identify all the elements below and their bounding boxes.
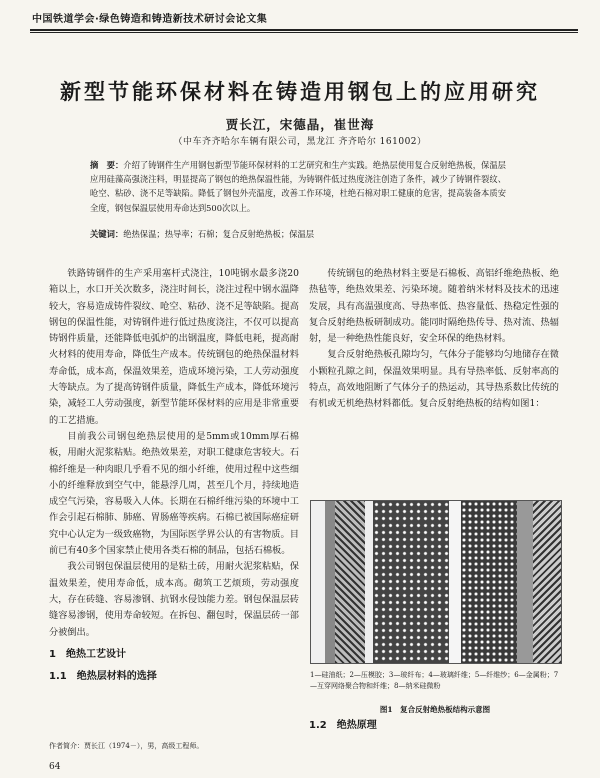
figure-layer-band [373,501,449,663]
figure-layer-band [517,501,533,663]
figure-layer-band [449,501,461,663]
header-rule [30,29,578,31]
figure-1-title: 图1 复合反射绝热板结构示意图 [379,705,491,714]
figure-layer-band [533,501,561,663]
keywords [90,228,506,241]
left-paragraph-3: 我公司钢包保温层使用的是粘土砖，用耐火泥浆粘贴，保温效果差，使用寿命低，成本高。砌筑工艺烦琐，劳动强度大，存在砖缝、容易渗钢、抗钢水侵蚀能力差。钢包保温层砖缝容易渗钢，使用寿命较短。在拆包、翻包时，保温层砖一部分被倒出。 [49,561,299,638]
section-1-1-heading: 1.1 绝热层材料的选择 [49,671,157,683]
page-number: 64 [49,762,61,772]
left-column [49,266,299,685]
figure-1-structure-image [310,500,562,664]
right-paragraph-2: 复合反射绝热板孔隙均匀，气体分子能够均匀地储存在微小颗粒孔隙之间，保温效果明显。具有导热率低、反射率高的特点，高效地阻断了气体分子的热运动，其导热系数比传统的有机或无机绝热材料都低。复合反射绝热板的结构如图1： [309,349,559,410]
paper-affiliation: （中车齐齐哈尔车辆有限公司，黑龙江 齐齐哈尔 161002） [173,137,427,147]
footnote: 作者简介：贾长江（1974－），男，高级工程师。 [49,742,204,750]
keywords-label: 关键词： [90,229,124,239]
figure-layer-band [365,501,373,663]
left-paragraph-1: 铁路铸钢件的生产采用塞杆式浇注，10吨钢水最多浇20箱以上，水口开关次数多，浇注时间长，浇注过程中钢水温降较大，容易造成铸件裂纹、呛空、粘砂、浇不足等缺陷。提高钢包的保温性能，对铸钢件进行低过热度浇注，不仅可以提高铸钢件质量，还能降低电弧炉的出钢温度，降低电耗，提高耐火材料的使用寿命，降低生产成本。传统钢包的绝热保温材料寿命低，成本高，保温效果差，造成环境污染，工人劳动强度大等缺点。为了提高铸钢件质量，降低生产成本，降低环境污染，减轻工人劳动强度，新型节能环保材料的应用是非常重要的工艺措施。 [49,268,299,426]
figure-layer-band [461,501,517,663]
right-column [309,266,559,413]
figure-layer-band [311,501,325,663]
left-paragraph-2: 目前我公司钢包绝热层使用的是5mm或10mm厚石棉板，用耐火泥浆粘贴。绝热效果差，对职工健康危害较大。石棉纤维是一种肉眼几乎看不见的细小纤维，使用过程中这些细小的纤维释放到空气中，能悬浮几周，甚至几个月，持续地造成空气污染，容易吸入人体。长期在石棉纤维污染的环境中工作会引起石棉肺、肺癌、胃肠癌等疾病。石棉已被国际癌症研究中心认定为一级致癌物，为国际医学界公认的有害物质。目前已有40多个国家禁止使用各类石棉的制品，包括石棉板。 [49,430,299,557]
right-paragraph-1: 传统钢包的绝热材料主要是石棉板、高铝纤维绝热板、绝热毡等，绝热效果差、污染环境。随着纳米材料及技术的迅速发展，具有高温强度高、导热率低、热容量低、热稳定性强的复合反射绝热板研制成功。能同时隔绝热传导、热对流、热辐射，是一种绝热性能良好，安全环保的绝热材料。 [309,268,559,345]
figure-1-legend: 1—硅油纸；2—压模胶；3—玻纤布；4—玻璃纤维；5—纤维纱；6—金属粉；7—互穿网络聚合物和纤维；8—纳米硅微粉 [310,671,559,690]
paper-authors: 贾长江，宋德晶，崔世海 [225,117,375,132]
section-1-2-heading: 1.2 绝热原理 [309,720,377,731]
running-header: 中国铁道学会·绿色铸造和铸造新技术研讨会论文集 [32,14,268,25]
abstract [90,158,506,215]
paper-title: 新型节能环保材料在铸造用钢包上的应用研究 [60,79,540,104]
abstract-text: 介绍了铸钢件生产用钢包新型节能环保材料的工艺研究和生产实践。绝热层使用复合反射绝热板，保温层应用硅藻高强浇注料，明显提高了钢包的绝热保温性能，为铸钢件低过热度浇注创造了条件，减少了铸钢件裂纹、呛空、粘砂、浇不足等缺陷。降低了钢包外壳温度，改善工作环境，杜绝石棉对职工健康的危害，提高装备本质安全度，钢包保温层使用寿命达到500次以上。 [90,160,506,213]
header-rule-thin [30,32,578,33]
keywords-text: 绝热保温；热导率；石棉；复合反射绝热板；保温层 [123,229,315,239]
abstract-label: 摘 要： [90,160,124,170]
figure-layer-band [325,501,335,663]
figure-layer-band [335,501,365,663]
section-1-heading: 1 绝热工艺设计 [49,648,126,660]
right-column-bottom [309,718,559,734]
